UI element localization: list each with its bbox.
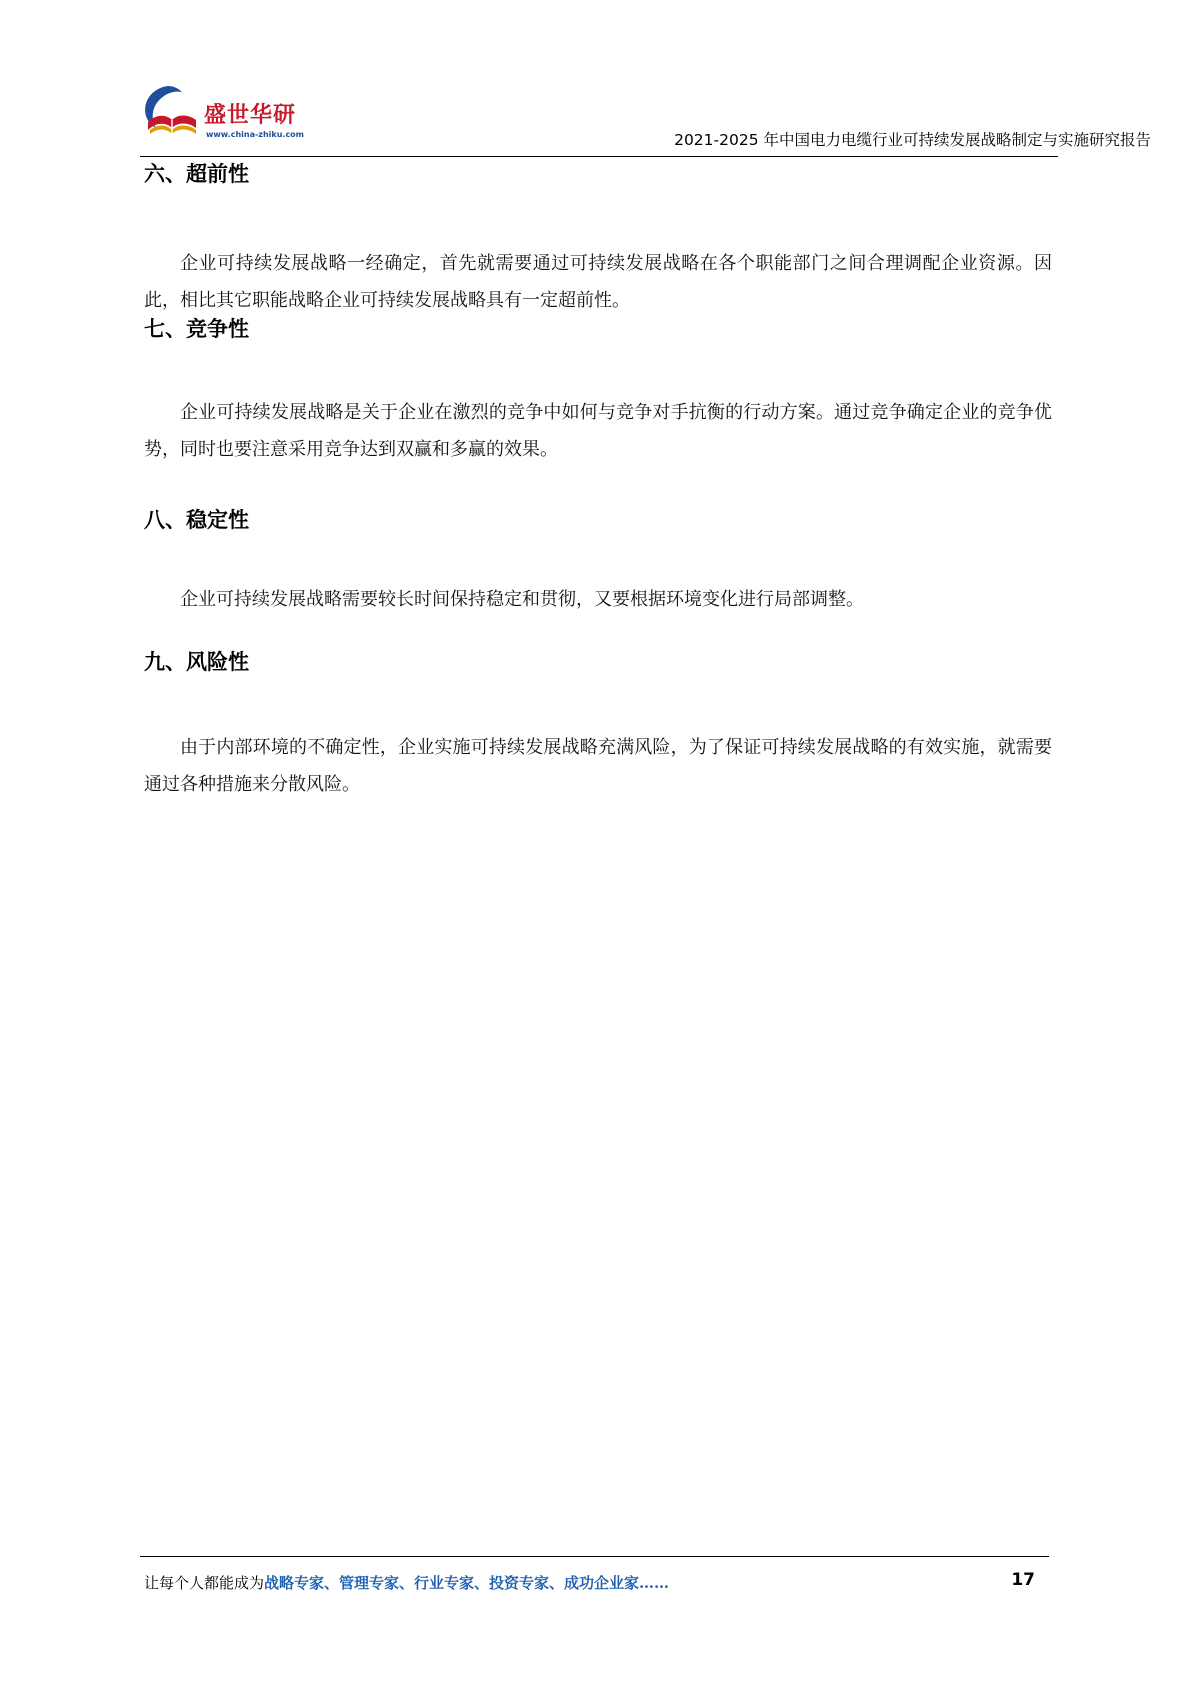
header-divider	[140, 156, 1058, 157]
page-number: 17	[1011, 1570, 1035, 1590]
footer-slogan-prefix: 让每个人都能成为	[144, 1574, 265, 1592]
footer-slogan-highlight: 战略专家、管理专家、行业专家、投资专家、成功企业家……	[264, 1574, 670, 1592]
footer-divider	[140, 1556, 1049, 1557]
section-heading-8: 八、稳定性	[144, 508, 249, 532]
logo-name: 盛世华研	[204, 103, 297, 128]
page-header	[0, 0, 1191, 160]
section-heading-7: 七、竞争性	[144, 317, 249, 341]
logo-book-icon	[138, 82, 202, 142]
section-body-6: 企业可持续发展战略一经确定，首先就需要通过可持续发展战略在各个职能部门之间合理调配企业资源。因此，相比其它职能战略企业可持续发展战略具有一定超前性。	[144, 253, 1052, 311]
footer-slogan	[144, 1572, 669, 1593]
section-body-9: 由于内部环境的不确定性，企业实施可持续发展战略充满风险，为了保证可持续发展战略的有效实施，就需要通过各种措施来分散风险。	[144, 737, 1052, 795]
section-body-7: 企业可持续发展战略是关于企业在激烈的竞争中如何与竞争对手抗衡的行动方案。通过竞争确定企业的竞争优势，同时也要注意采用竞争达到双赢和多赢的效果。	[144, 402, 1052, 460]
logo-url: www.china-zhiku.com	[206, 130, 305, 139]
section-heading-9: 九、风险性	[144, 650, 249, 674]
company-logo	[138, 82, 308, 150]
report-title: 2021-2025 年中国电力电缆行业可持续发展战略制定与实施研究报告	[674, 131, 1151, 149]
section-body-8: 企业可持续发展战略需要较长时间保持稳定和贯彻，又要根据环境变化进行局部调整。	[180, 589, 864, 610]
section-heading-6: 六、超前性	[144, 162, 249, 186]
